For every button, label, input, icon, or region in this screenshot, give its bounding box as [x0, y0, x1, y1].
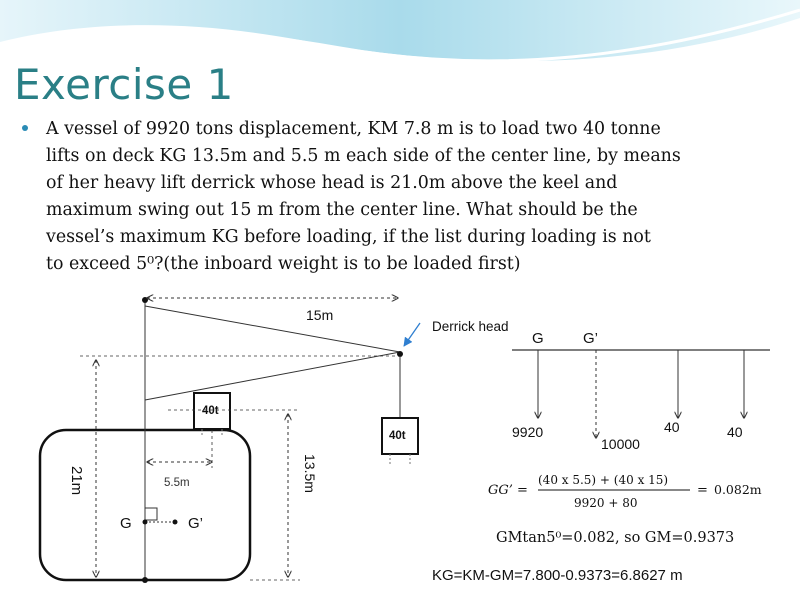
moment-label-40-b: 40 — [727, 424, 743, 440]
formula-denominator: 9920 + 80 — [574, 496, 638, 510]
moment-label-9920: 9920 — [512, 424, 544, 440]
formula-lhs: GG’ = — [488, 483, 528, 498]
right-angle-marker — [145, 508, 157, 520]
moment-label-g: G — [532, 330, 544, 347]
problem-statement: A vessel of 9920 tons displacement, KM 7.8 m is to load two 40 tonne lifts on deck KG 13.5m and 5.5 m each side of the center line, by means of her heavy lift derrick whose head is 21.0m above the keel and maximum swing out 15 m from the center line. What should be the vessel’s maximum KG before loading, if the list during loading is not to exceed 5⁰?(the inboard weight is to be loaded first) — [46, 119, 681, 274]
label-g: G — [120, 515, 132, 532]
label-g-prime: G’ — [188, 515, 203, 532]
label-40t-outboard: 40t — [389, 430, 406, 442]
bullet-icon — [22, 125, 28, 131]
gm-result-line: GMtan5⁰=0.082, so GM=0.9373 — [496, 530, 735, 546]
formula-numerator: (40 x 5.5) + (40 x 15) — [538, 473, 669, 487]
formula-result: 0.082m — [714, 482, 762, 497]
derrick-upper-line — [145, 306, 400, 352]
label-13-5m: 13.5m — [302, 454, 318, 493]
formula-equals: = — [697, 483, 708, 498]
kg-result-line: KG=KM-GM=7.800-0.9373=6.8627 m — [432, 567, 683, 584]
label-5-5m: 5.5m — [164, 477, 190, 489]
stability-diagram — [0, 270, 800, 600]
moment-label-g-prime: G’ — [583, 330, 598, 347]
label-40t-inboard: 40t — [202, 405, 219, 417]
derrick-lower-line — [145, 352, 400, 400]
moment-label-10000: 10000 — [601, 436, 640, 452]
g-prime-dot — [173, 520, 178, 525]
keel-dot — [142, 577, 148, 583]
slide-title: Exercise 1 — [14, 60, 234, 109]
derrick-head-arrow — [404, 323, 420, 346]
g-dot — [143, 520, 148, 525]
label-derrick-head: Derrick head — [432, 319, 509, 334]
moment-label-40-a: 40 — [664, 419, 680, 435]
label-15m: 15m — [306, 307, 334, 323]
label-21m: 21m — [68, 466, 85, 496]
